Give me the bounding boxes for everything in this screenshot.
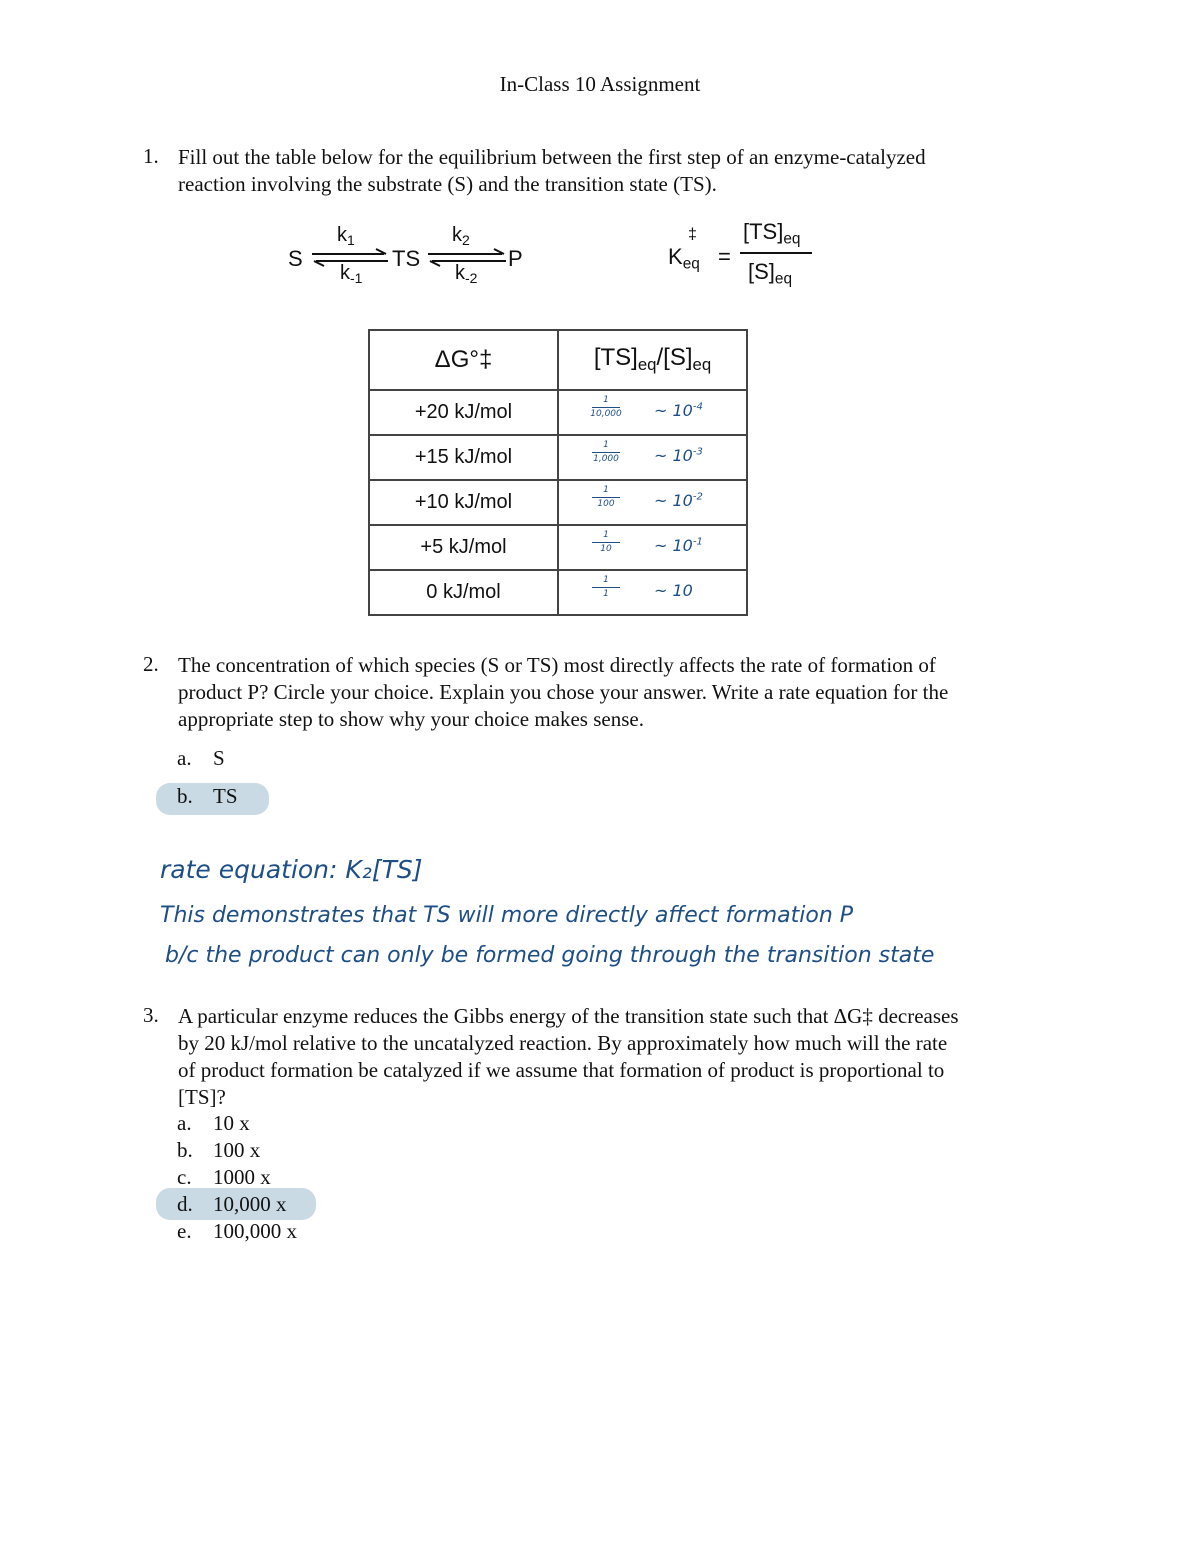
handwritten-approx: ~ $10^{-2}$ [654, 491, 703, 510]
double-dagger-symbol: ‡ [688, 226, 697, 243]
question-1-number: 1. [143, 144, 159, 168]
ratio-value-handwritten [558, 525, 747, 570]
q2-option-a[interactable]: a. S [177, 746, 225, 770]
table-row [369, 390, 747, 435]
ratio-value-handwritten [558, 390, 747, 435]
fraction-bar [740, 252, 812, 254]
delta-g-value: +10 kJ/mol [369, 480, 558, 525]
equilibrium-arrows-1 [310, 248, 390, 268]
keq-numerator: $[TS]_{eq}$ [743, 219, 801, 248]
question-1-line-1: Fill out the table below for the equilibrium between the first step of an enzyme-catalyzed [178, 145, 926, 169]
question-3-text [178, 1003, 1078, 1111]
handwritten-approx: ~ $10^{-3}$ [654, 446, 703, 465]
page-title: In-Class 10 Assignment [499, 72, 701, 96]
rate-constant-k-1: $k_{-1}$ [340, 262, 363, 287]
keq-denominator: $[S]_{eq}$ [748, 259, 793, 288]
question-3-line-4: [TS]? [178, 1085, 226, 1109]
ratio-value-handwritten [558, 480, 747, 525]
handwritten-fraction: 1 10,000 [590, 395, 622, 419]
handwritten-fraction: 1 10 [592, 530, 620, 555]
equilibrium-arrows-2 [426, 248, 508, 268]
delta-g-value: +5 kJ/mol [369, 525, 558, 570]
rate-constant-k1: $k_1$ [337, 224, 355, 249]
question-3-line-3: of product formation be catalyzed if we assume that formation of product is proportional to [178, 1058, 945, 1082]
equals-sign: = [718, 244, 731, 269]
delta-g-value: +20 kJ/mol [369, 390, 558, 435]
q2-option-b[interactable]: b. TS [177, 784, 238, 808]
delta-g-value: 0 kJ/mol [369, 570, 558, 615]
species-p: P [508, 246, 523, 271]
handwritten-fraction: 1 1,000 [593, 440, 619, 464]
question-2-line-2: product P? Circle your choice. Explain you chose your answer. Write a rate equation for the [178, 680, 949, 704]
rate-constant-k2: $k_2$ [452, 224, 470, 249]
q3-option-c[interactable]: c. 1000 x [177, 1165, 271, 1189]
header-ratio: $[TS]_{eq}/[S]_{eq}$ [558, 330, 747, 390]
question-3-line-2: by 20 kJ/mol relative to the uncatalyzed reaction. By approximately how much will the rate [178, 1031, 948, 1055]
ratio-value-handwritten [558, 435, 747, 480]
equilibrium-table [368, 329, 748, 616]
handwritten-fraction: 1 1 [592, 575, 620, 600]
question-1-line-2: reaction involving the substrate (S) and the transition state (TS). [178, 172, 717, 196]
handwritten-rate-equation: rate equation: K₂[TS] [160, 855, 423, 884]
handwritten-fraction: 1 100 [592, 485, 620, 510]
question-2-line-1: The concentration of which species (S or TS) most directly affects the rate of formation of [178, 653, 936, 677]
q3-option-b[interactable]: b. 100 x [177, 1138, 261, 1162]
rate-constant-k-2: $k_{-2}$ [455, 262, 478, 287]
handwritten-approx: ~ $10^{-4}$ [654, 401, 703, 420]
keq-symbol: $K_{eq}$ [668, 244, 700, 273]
table-row [369, 570, 747, 615]
species-s: S [288, 246, 303, 271]
handwritten-explanation-line-1: This demonstrates that TS will more directly affect formation P [160, 903, 854, 928]
q3-option-a[interactable]: a. 10 x [177, 1111, 250, 1135]
question-2-text [178, 652, 1078, 733]
table-header-row [369, 330, 747, 390]
table-row [369, 435, 747, 480]
handwritten-explanation-line-2: b/c the product can only be formed going through the transition state [165, 943, 935, 968]
species-ts: TS [392, 246, 421, 271]
question-2-number: 2. [143, 652, 159, 676]
question-2-line-3: appropriate step to show why your choice makes sense. [178, 707, 644, 731]
handwritten-approx: ~ 10 [654, 581, 693, 600]
table-row [369, 480, 747, 525]
delta-g-value: +15 kJ/mol [369, 435, 558, 480]
question-1-text [178, 144, 1078, 198]
handwritten-approx: ~ $10^{-1}$ [654, 536, 703, 555]
table-row [369, 525, 747, 570]
header-delta-g: ΔG°‡ [369, 330, 558, 390]
q3-option-e[interactable]: e. 100,000 x [177, 1219, 297, 1243]
question-3-number: 3. [143, 1003, 159, 1027]
ratio-value-handwritten [558, 570, 747, 615]
q3-option-d[interactable]: d. 10,000 x [177, 1192, 287, 1216]
question-3-line-1: A particular enzyme reduces the Gibbs energy of the transition state such that ΔG‡ decreases [178, 1004, 959, 1028]
